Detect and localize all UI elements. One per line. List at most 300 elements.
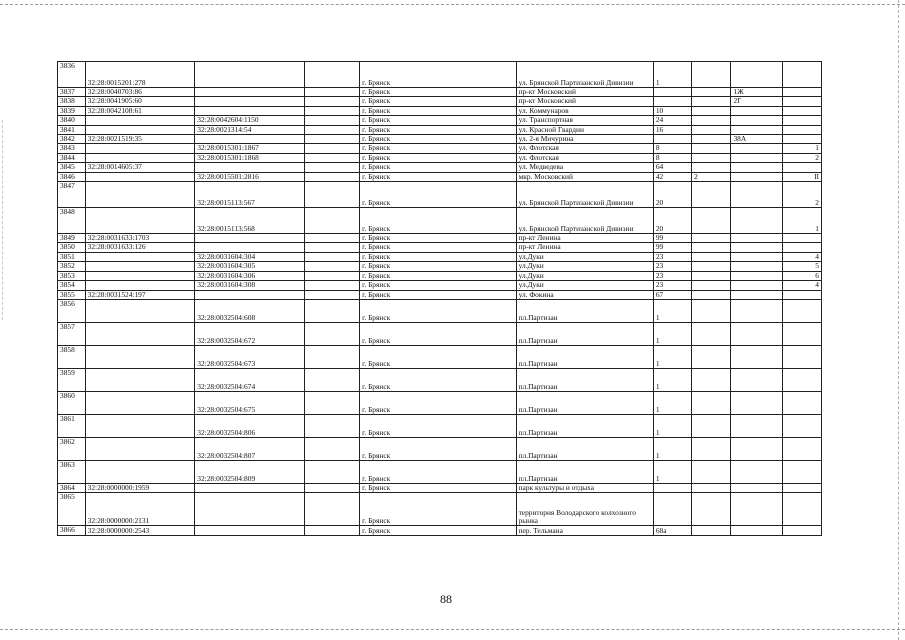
cell-c8: 1Ж	[731, 88, 782, 97]
cell-c2: 32:28:0031604:304	[195, 252, 305, 261]
cell-c5: пл.Партизан	[516, 437, 653, 460]
cell-n: 3839	[58, 106, 86, 115]
cell-c3	[304, 125, 359, 134]
cell-c4: г. Брянск	[360, 88, 516, 97]
cell-c2: 32:28:0042604:1150	[195, 116, 305, 125]
cell-c8	[731, 271, 782, 280]
cell-c5: пл.Партизан	[516, 368, 653, 391]
cell-c5: ул. Флотская	[516, 153, 653, 162]
cell-c5: ул. Фокина	[516, 290, 653, 299]
cell-c4: г. Брянск	[360, 135, 516, 144]
cell-c7	[692, 262, 731, 271]
table-row	[58, 252, 822, 261]
cell-c6: 1	[653, 322, 691, 345]
cell-c3	[304, 414, 359, 437]
cell-c7	[692, 368, 731, 391]
cell-c4: г. Брянск	[360, 234, 516, 243]
cell-c9	[782, 526, 821, 536]
cell-c2: 32:28:0032504:673	[195, 345, 305, 368]
cell-c1: 32:28:0042108:61	[85, 106, 195, 115]
table-row	[58, 290, 822, 299]
cell-c8	[731, 208, 782, 234]
table-row	[58, 163, 822, 172]
table-row	[58, 391, 822, 414]
cell-c7	[692, 281, 731, 290]
table-row	[58, 144, 822, 153]
cell-c9	[782, 483, 821, 492]
cell-c9: 4	[782, 252, 821, 261]
cell-c8	[731, 262, 782, 271]
cell-c5: территория Володарского колхозного рынка	[516, 493, 653, 526]
cell-c3	[304, 483, 359, 492]
cell-c8	[731, 391, 782, 414]
table-row	[58, 234, 822, 243]
cell-c9	[782, 163, 821, 172]
cell-n: 3846	[58, 172, 86, 181]
cell-n: 3854	[58, 281, 86, 290]
cell-c6: 99	[653, 243, 691, 252]
cell-c9	[782, 345, 821, 368]
table-row	[58, 414, 822, 437]
cell-c5: пл.Партизан	[516, 345, 653, 368]
cell-n: 3844	[58, 153, 86, 162]
cell-c8	[731, 299, 782, 322]
cell-c4: г. Брянск	[360, 106, 516, 115]
cell-c7	[692, 460, 731, 483]
cell-c3	[304, 460, 359, 483]
table-row	[58, 182, 822, 208]
cell-c1	[85, 125, 195, 134]
cell-c9	[782, 368, 821, 391]
scan-edge-right	[898, 0, 899, 640]
cell-c8	[731, 172, 782, 181]
cell-c1	[85, 460, 195, 483]
cell-c1	[85, 368, 195, 391]
cell-c2: 32:28:0032504:674	[195, 368, 305, 391]
cell-n: 3858	[58, 345, 86, 368]
cell-c6: 67	[653, 290, 691, 299]
cell-c4: г. Брянск	[360, 182, 516, 208]
cell-c3	[304, 526, 359, 536]
cell-c6: 23	[653, 262, 691, 271]
cell-c3	[304, 116, 359, 125]
cell-c8	[731, 163, 782, 172]
cell-c7	[692, 106, 731, 115]
cell-c5: пр-кт Ленина	[516, 243, 653, 252]
cell-c5: ул. 2-я Мичурина	[516, 135, 653, 144]
cell-c1	[85, 153, 195, 162]
scan-edge-left	[2, 120, 3, 320]
cell-c5: ул. Медведева	[516, 163, 653, 172]
cell-c6: 99	[653, 234, 691, 243]
cell-c7	[692, 243, 731, 252]
cell-c8	[731, 483, 782, 492]
registry-table-body	[58, 62, 822, 536]
cell-n: 3853	[58, 271, 86, 280]
cell-n: 3851	[58, 252, 86, 261]
table-row	[58, 106, 822, 115]
cell-c6: 8	[653, 144, 691, 153]
page-number: 88	[440, 592, 452, 606]
cell-c6: 23	[653, 281, 691, 290]
registry-table	[57, 61, 822, 536]
cell-c3	[304, 234, 359, 243]
table-row	[58, 116, 822, 125]
cell-c8	[731, 234, 782, 243]
cell-c2	[195, 163, 305, 172]
cell-c3	[304, 163, 359, 172]
table-row	[58, 437, 822, 460]
cell-c4: г. Брянск	[360, 116, 516, 125]
cell-c6	[653, 88, 691, 97]
cell-c9: 2	[782, 182, 821, 208]
cell-c2: 32:28:0021314:54	[195, 125, 305, 134]
cell-c4: г. Брянск	[360, 62, 516, 88]
cell-c6: 1	[653, 391, 691, 414]
cell-c7: 2	[692, 172, 731, 181]
table-row	[58, 483, 822, 492]
cell-c6: 10	[653, 106, 691, 115]
cell-c4: г. Брянск	[360, 290, 516, 299]
cell-c7	[692, 391, 731, 414]
cell-c5: ул. Коммунаров	[516, 106, 653, 115]
cell-c5: ул.Дуки	[516, 252, 653, 261]
scan-edge-top	[0, 4, 905, 5]
cell-c7	[692, 144, 731, 153]
cell-c1: 32:28:0031633:1703	[85, 234, 195, 243]
cell-n: 3847	[58, 182, 86, 208]
cell-c7	[692, 163, 731, 172]
cell-c5: ул.Дуки	[516, 281, 653, 290]
cell-c3	[304, 135, 359, 144]
cell-c1	[85, 437, 195, 460]
cell-c4: г. Брянск	[360, 322, 516, 345]
cell-c3	[304, 493, 359, 526]
cell-c2: 32:28:0032504:672	[195, 322, 305, 345]
cell-c4: г. Брянск	[360, 163, 516, 172]
cell-c6: 64	[653, 163, 691, 172]
cell-c3	[304, 88, 359, 97]
cell-c7	[692, 182, 731, 208]
cell-c1	[85, 116, 195, 125]
cell-c1: 32:28:0000000:2543	[85, 526, 195, 536]
cell-c8	[731, 414, 782, 437]
cell-c5: ул.Дуки	[516, 262, 653, 271]
cell-c1: 32:28:0015201:278	[85, 62, 195, 88]
cell-c1: 32:28:0031633:126	[85, 243, 195, 252]
cell-c8	[731, 345, 782, 368]
cell-c2: 32:28:0032504:675	[195, 391, 305, 414]
cell-c2	[195, 97, 305, 106]
cell-n: 3838	[58, 97, 86, 106]
cell-c7	[692, 483, 731, 492]
cell-c2	[195, 106, 305, 115]
cell-c6: 8	[653, 153, 691, 162]
cell-c8	[731, 243, 782, 252]
table-row	[58, 88, 822, 97]
cell-c3	[304, 391, 359, 414]
cell-c5: пр-кт Московский	[516, 97, 653, 106]
cell-c2: 32:28:0015113:567	[195, 182, 305, 208]
cell-c2	[195, 493, 305, 526]
cell-c5: ул. Брянской Партизанской Дивизии	[516, 182, 653, 208]
cell-c8	[731, 116, 782, 125]
cell-c2: 32:28:0032504:806	[195, 414, 305, 437]
cell-c3	[304, 208, 359, 234]
cell-c6: 16	[653, 125, 691, 134]
cell-n: 3859	[58, 368, 86, 391]
cell-c5: ул. Брянской Партизанской Дивизии	[516, 62, 653, 88]
cell-c4: г. Брянск	[360, 299, 516, 322]
table-row	[58, 493, 822, 526]
cell-c1	[85, 391, 195, 414]
cell-c2	[195, 135, 305, 144]
cell-c4: г. Брянск	[360, 493, 516, 526]
cell-c6: 1	[653, 368, 691, 391]
cell-c4: г. Брянск	[360, 172, 516, 181]
cell-c6: 1	[653, 437, 691, 460]
cell-c2	[195, 88, 305, 97]
cell-c5: пл.Партизан	[516, 299, 653, 322]
cell-c9: II	[782, 172, 821, 181]
cell-c6: 1	[653, 62, 691, 88]
scan-edge-bottom	[0, 629, 905, 630]
cell-c7	[692, 322, 731, 345]
cell-n: 3862	[58, 437, 86, 460]
cell-c2: 32:28:0015301:1867	[195, 144, 305, 153]
cell-c3	[304, 262, 359, 271]
cell-n: 3861	[58, 414, 86, 437]
cell-c5: ул. Брянской Партизанской Дивизии	[516, 208, 653, 234]
cell-c8	[731, 437, 782, 460]
cell-n: 3852	[58, 262, 86, 271]
cell-c2: 32:28:0032504:807	[195, 437, 305, 460]
cell-c1	[85, 182, 195, 208]
cell-c6: 1	[653, 414, 691, 437]
cell-c2	[195, 526, 305, 536]
cell-c3	[304, 172, 359, 181]
cell-c2	[195, 483, 305, 492]
cell-c4: г. Брянск	[360, 460, 516, 483]
cell-c7	[692, 234, 731, 243]
cell-c7	[692, 125, 731, 134]
cell-c8	[731, 144, 782, 153]
cell-c4: г. Брянск	[360, 526, 516, 536]
cell-c9: 1	[782, 208, 821, 234]
cell-n: 3843	[58, 144, 86, 153]
cell-c2: 32:28:0032504:608	[195, 299, 305, 322]
cell-c4: г. Брянск	[360, 414, 516, 437]
cell-c9	[782, 62, 821, 88]
cell-c9	[782, 322, 821, 345]
cell-c3	[304, 437, 359, 460]
cell-c8: 2Г	[731, 97, 782, 106]
cell-c7	[692, 208, 731, 234]
cell-c1	[85, 172, 195, 181]
cell-c3	[304, 322, 359, 345]
cell-c4: г. Брянск	[360, 208, 516, 234]
cell-c7	[692, 97, 731, 106]
cell-c7	[692, 153, 731, 162]
cell-n: 3864	[58, 483, 86, 492]
cell-c6: 20	[653, 208, 691, 234]
cell-c9	[782, 493, 821, 526]
cell-c9	[782, 135, 821, 144]
cell-n: 3855	[58, 290, 86, 299]
cell-c6	[653, 97, 691, 106]
cell-c4: г. Брянск	[360, 153, 516, 162]
table-row	[58, 262, 822, 271]
cell-n: 3841	[58, 125, 86, 134]
cell-c5: пл.Партизан	[516, 460, 653, 483]
cell-c5: ул. Транспортная	[516, 116, 653, 125]
cell-c3	[304, 153, 359, 162]
cell-c1: 32:28:0040703:86	[85, 88, 195, 97]
cell-n: 3850	[58, 243, 86, 252]
cell-c1	[85, 271, 195, 280]
cell-c1: 32:28:0000000:1959	[85, 483, 195, 492]
cell-c4: г. Брянск	[360, 252, 516, 261]
cell-c2: 32:28:0015301:1868	[195, 153, 305, 162]
cell-c1	[85, 345, 195, 368]
cell-c8	[731, 252, 782, 261]
table-row	[58, 299, 822, 322]
cell-c3	[304, 106, 359, 115]
cell-c3	[304, 299, 359, 322]
table-row	[58, 322, 822, 345]
cell-c2: 32:28:0031604:305	[195, 262, 305, 271]
cell-c7	[692, 62, 731, 88]
cell-n: 3837	[58, 88, 86, 97]
cell-c1	[85, 252, 195, 261]
cell-c7	[692, 493, 731, 526]
cell-c8	[731, 62, 782, 88]
cell-n: 3836	[58, 62, 86, 88]
cell-n: 3840	[58, 116, 86, 125]
cell-n: 3865	[58, 493, 86, 526]
cell-c3	[304, 182, 359, 208]
cell-c4: г. Брянск	[360, 391, 516, 414]
cell-c1	[85, 299, 195, 322]
cell-c7	[692, 88, 731, 97]
cell-c2	[195, 234, 305, 243]
cell-c3	[304, 368, 359, 391]
cell-c2: 32:28:0015501:2816	[195, 172, 305, 181]
cell-c8	[731, 493, 782, 526]
cell-c5: пл.Партизан	[516, 414, 653, 437]
cell-c5: пер. Тельмана	[516, 526, 653, 536]
cell-c7	[692, 414, 731, 437]
cell-c2: 32:28:0031604:306	[195, 271, 305, 280]
cell-c7	[692, 437, 731, 460]
cell-c4: г. Брянск	[360, 144, 516, 153]
cell-c1: 32:28:0021519:35	[85, 135, 195, 144]
cell-n: 3857	[58, 322, 86, 345]
cell-c2	[195, 243, 305, 252]
cell-c8	[731, 125, 782, 134]
cell-c1	[85, 262, 195, 271]
table-row	[58, 153, 822, 162]
cell-c6: 1	[653, 299, 691, 322]
cell-c5: ул.Дуки	[516, 271, 653, 280]
cell-c4: г. Брянск	[360, 281, 516, 290]
cell-c1	[85, 281, 195, 290]
cell-c2	[195, 62, 305, 88]
cell-c9: 2	[782, 153, 821, 162]
cell-c6: 20	[653, 182, 691, 208]
cell-c3	[304, 290, 359, 299]
table-row	[58, 281, 822, 290]
cell-c3	[304, 97, 359, 106]
cell-c6: 1	[653, 460, 691, 483]
table-row	[58, 345, 822, 368]
cell-c8	[731, 368, 782, 391]
cell-c9	[782, 106, 821, 115]
cell-c4: г. Брянск	[360, 345, 516, 368]
cell-c4: г. Брянск	[360, 125, 516, 134]
cell-c2: 32:28:0032504:809	[195, 460, 305, 483]
cell-c6: 24	[653, 116, 691, 125]
cell-c5: пл.Партизан	[516, 322, 653, 345]
cell-c3	[304, 144, 359, 153]
cell-c8	[731, 153, 782, 162]
cell-c4: г. Брянск	[360, 368, 516, 391]
cell-c6: 1	[653, 345, 691, 368]
cell-n: 3863	[58, 460, 86, 483]
cell-n: 3848	[58, 208, 86, 234]
cell-c3	[304, 62, 359, 88]
cell-n: 3849	[58, 234, 86, 243]
cell-c1: 32:28:0014605:37	[85, 163, 195, 172]
cell-c7	[692, 135, 731, 144]
table-row	[58, 368, 822, 391]
cell-c9	[782, 290, 821, 299]
cell-c9: 4	[782, 281, 821, 290]
cell-c6: 68а	[653, 526, 691, 536]
cell-c5: пл.Партизан	[516, 391, 653, 414]
cell-c4: г. Брянск	[360, 262, 516, 271]
cell-c3	[304, 252, 359, 261]
cell-c1	[85, 322, 195, 345]
cell-n: 3842	[58, 135, 86, 144]
cell-c8: 38А	[731, 135, 782, 144]
table-row	[58, 271, 822, 280]
cell-c6: 23	[653, 252, 691, 261]
cell-c6	[653, 493, 691, 526]
cell-c5: мкр. Московский	[516, 172, 653, 181]
cell-n: 3866	[58, 526, 86, 536]
cell-c2	[195, 290, 305, 299]
cell-c7	[692, 299, 731, 322]
cell-c5: ул. Флотская	[516, 144, 653, 153]
cell-c1: 32:28:0041905:60	[85, 97, 195, 106]
cell-c9: 5	[782, 262, 821, 271]
cell-c8	[731, 460, 782, 483]
cell-c9	[782, 234, 821, 243]
table-row	[58, 526, 822, 536]
cell-c1	[85, 144, 195, 153]
cell-c4: г. Брянск	[360, 483, 516, 492]
table-row	[58, 62, 822, 88]
cell-c8	[731, 281, 782, 290]
cell-c1	[85, 208, 195, 234]
cell-c1	[85, 414, 195, 437]
table-row	[58, 243, 822, 252]
cell-c4: г. Брянск	[360, 97, 516, 106]
cell-c2: 32:28:0015113:568	[195, 208, 305, 234]
cell-c9: 6	[782, 271, 821, 280]
cell-c9	[782, 460, 821, 483]
